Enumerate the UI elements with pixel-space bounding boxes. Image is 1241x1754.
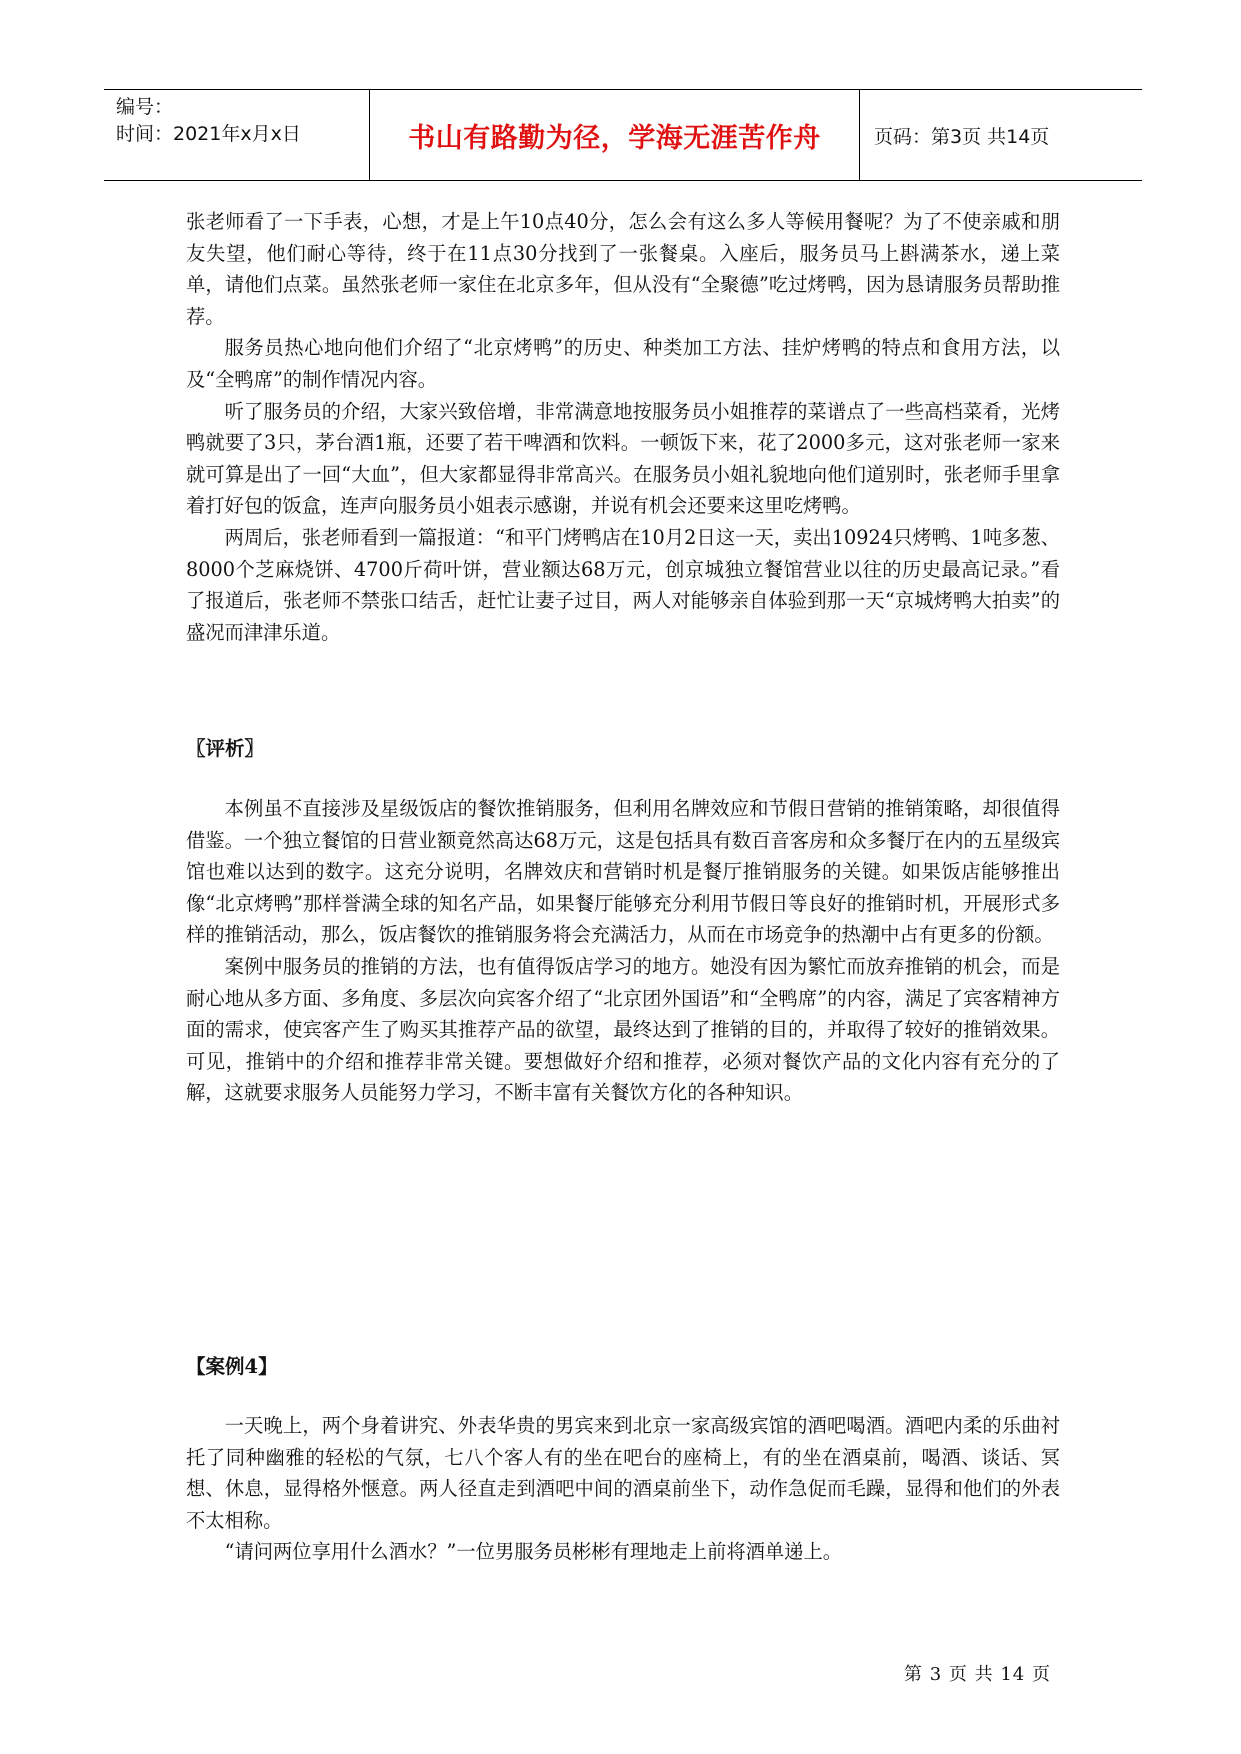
analysis-body [186,793,1060,1109]
header-motto: 书山有路勤为径，学海无涯苦作舟 [370,90,860,180]
paragraph: 一天晚上，两个身着讲究、外表华贵的男宾来到北京一家高级宾馆的酒吧喝酒。酒吧内柔的乐曲衬托了同种幽雅的轻松的气氛，七八个客人有的坐在吧台的座椅上，有的坐在酒桌前，喝酒、谈话、冥想、休息，显得格外惬意。两人径直走到酒吧中间的酒桌前坐下，动作急促而毛躁，显得和他们的外表不太相称。 [186,1414,1060,1532]
paragraph: 两周后，张老师看到一篇报道：“和平门烤鸭店在10月2日这一天，卖出10924只烤鸭、1吨多葱、8000个芝麻烧饼、4700斤荷叶饼，营业额达68万元，创京城独立餐馆营业以往的历史最高记录。”看了报道后，张老师不禁张口结舌，赶忙让妻子过目，两人对能够亲自体验到那一天“京城烤鸭大拍卖”的盛况而津津乐道。 [186,525,1060,644]
header-page-info: 页码：第3页 共14页 [874,125,1050,148]
paragraph: 案例中服务员的推销的方法，也有值得饭店学习的地方。她没有因为繁忙而放弃推销的机会，而是耐心地从多方面、多角度、多层次向宾客介绍了“北京团外国语”和“全鸭席”的内容，满足了宾客精神方面的需求，使宾客产生了购买其推荐产品的欲望，最终达到了推销的目的，并取得了较好的推销效果。可见，推销中的介绍和推荐非常关键。要想做好介绍和推荐，必须对餐饮产品的文化内容有充分的了解，这就要求服务人员能努力学习，不断丰富有关餐饮方化的各种知识。 [186,954,1060,1105]
paragraph: 本例虽不直接涉及星级饭店的餐饮推销服务，但利用名牌效应和节假日营销的推销策略，却很值得借鉴。一个独立餐馆的日营业额竟然高达68万元，这是包括具有数百音客房和众多餐厅在内的五星级宾馆也难以达到的数字。这充分说明，名牌效庆和营销时机是餐厅推销服务的关键。如果饭店能够推出像“北京烤鸭”那样誉满全球的知名产品，如果餐厅能够充分利用节假日等良好的推销时机，开展形式多样的推销活动，那么，饭店餐饮的推销服务将会充满活力，从而在市场竞争的热潮中占有更多的份额。 [186,797,1060,947]
analysis-heading: 〖评析〗 [186,737,265,760]
case4-body [186,1410,1060,1568]
header-meta [104,90,370,180]
paragraph: 听了服务员的介绍，大家兴致倍增，非常满意地按服务员小姐推荐的菜谱点了一些高档菜肴，光烤鸭就要了3只，茅台酒1瓶，还要了若干啤酒和饮料。一顿饭下来，花了2000多元，这对张老师一家来就可算是出了一回“大血”，但大家都显得非常高兴。在服务员小姐礼貌地向他们道别时，张老师手里拿着打好包的饭盒，连声向服务员小姐表示感谢，并说有机会还要来这里吃烤鸭。 [186,399,1060,518]
paragraph: 服务员热心地向他们介绍了“北京烤鸭”的历史、种类加工方法、挂炉烤鸭的特点和食用方法，以及“全鸭席”的制作情况内容。 [186,336,1060,391]
number-label: 编号： [116,96,174,118]
story-continuation [186,206,1060,648]
document-header [104,89,1142,181]
time-label: 时间：2021年x月x日 [116,123,301,145]
paragraph: 张老师看了一下手表，心想，才是上午10点40分，怎么会有这么多人等候用餐呢？为了不使亲戚和朋友失望，他们耐心等待，终于在11点30分找到了一张餐桌。入座后，服务员马上斟满茶水，递上菜单，请他们点菜。虽然张老师一家住在北京多年，但从没有“全聚德”吃过烤鸭，因为恳请服务员帮助推荐。 [186,210,1060,328]
paragraph: “请问两位享用什么酒水？”一位男服务员彬彬有理地走上前将酒单递上。 [224,1540,843,1564]
page-footer: 第 3 页 共 14 页 [904,1664,1051,1685]
case4-heading: 【案例4】 [186,1355,278,1378]
